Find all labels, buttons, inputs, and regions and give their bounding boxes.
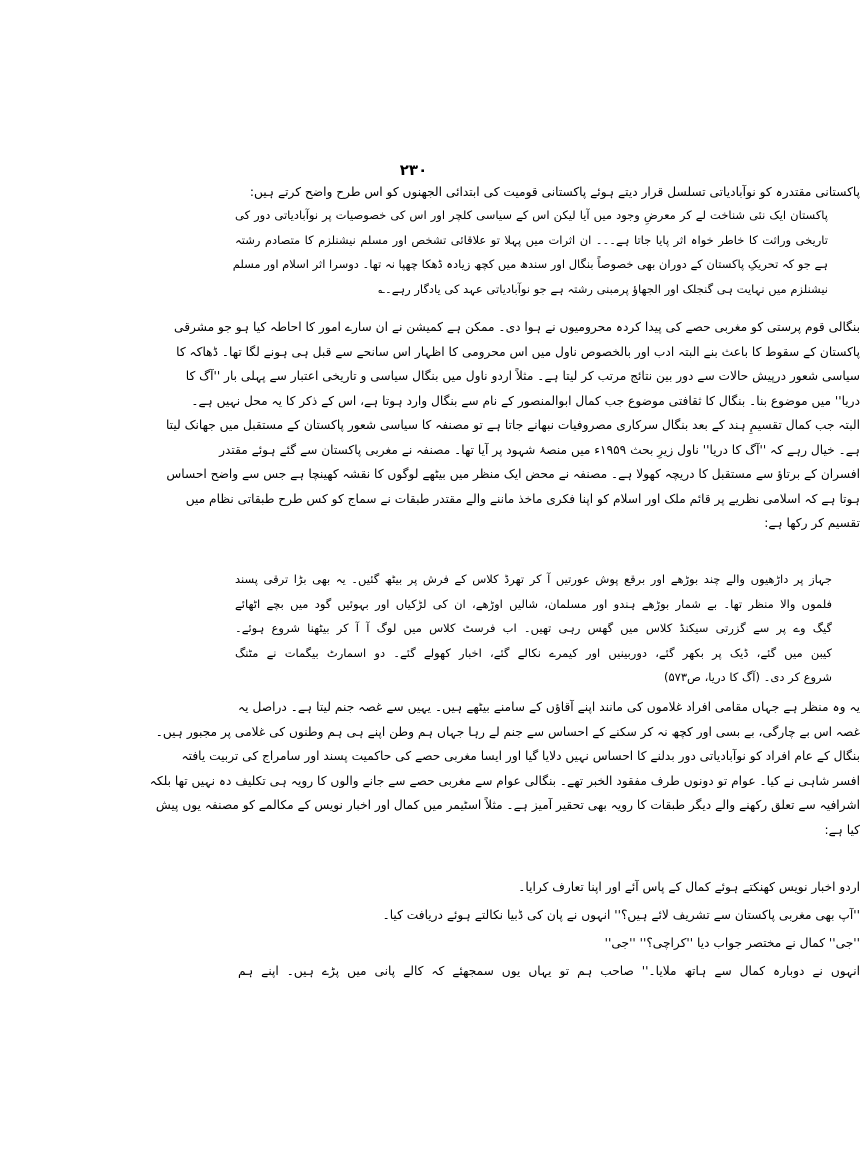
text-line: انہوں نے دوبارہ کمال سے ہاتھ ملایا۔'' صاحب ہم تو یہاں یوں سمجھئے کہ کالے پانی میں پڑے ہیں۔ اپنے ہم — [238, 964, 860, 978]
text-line: سیاسی شعور درپیش حالات سے دور بین نتائج مرتب کر لیتا ہے۔ مثلاً اردو ناول میں بنگال سیاسی و تاریخی اعتبار سے پہلی بار ''آگ کا — [185, 369, 860, 383]
text-line: پاکستان کے سقوط کا باعث بنے البتہ ادب اور بالخصوص ناول میں اس محرومی کا اظہار اس سانحے سے قبل ہی ہونے لگا تھا۔ ڈھاکہ کا — [176, 344, 860, 359]
dialogue-passage — [238, 873, 860, 985]
text-line: افسران کے برتاؤ سے مستقبل کا دریچہ کھولا ہے۔ مصنفہ نے محض ایک منظر میں بیٹھے لوگوں کا نقشہ کھینچا ہے جس سے واضح احساس — [166, 467, 860, 481]
text-line: جہاز پر داڑھیوں والے چند بوڑھے اور برقع پوش عورتیں آ کر تھرڈ کلاس کے فرش پر بیٹھ گئیں۔ یہ بھی بڑا ترقی پسند — [235, 572, 832, 586]
paragraph-one — [165, 315, 860, 536]
text-line: اشرافیہ سے تعلق رکھنے والے دیگر طبقات کا رویہ بھی تحقیر آمیز ہے۔ مثلاً اسٹیمر میں کمال اور اخبار نویس کے مکالمے کو مصنفہ یوں پیش — [155, 798, 860, 812]
text-line: نیشنلزم میں نہایت ہی گنجلک اور الجھاؤ پرمبنی رشتہ ہے جو نوآبادیاتی عہد کی یادگار رہے۔؎ — [378, 281, 828, 296]
text-line: ہوتا ہے کہ اسلامی نظریے پر قائم ملک اور اسلام کو اپنا فکری ماخذ ماننے والے مقتدر طبقات نے سماج کو کس طرح طبقاتی نظام میں — [185, 491, 860, 506]
text-line: پاکستانی مقتدرہ کو نوآبادیاتی تسلسل قرار دیتے ہوئے پاکستانی قومیت کی ابتدائی الجھنوں کو اس طرح واضح کرتے ہیں: — [249, 185, 860, 199]
text-line: کیبن میں گئے، ڈیک پر بکھر گئے، دوربینیں اور کیمرے نکالے گئے، اخبار کھولے گئے۔ دو اسمارٹ بیگمات نے مٹنگ — [235, 645, 832, 660]
text-line: پاکستان ایک نئی شناخت لے کر معرضِ وجود میں آیا لیکن اس کے سیاسی کلچر اور اس کی خصوصیات پر نوآبادیاتی دور کی — [235, 208, 828, 222]
block-quote-one — [232, 203, 828, 301]
text-line: بنگالی قوم پرستی کو مغربی حصے کی پیدا کردہ محرومیوں نے ہوا دی۔ ممکن ہے کمیشن نے ان سارے امور کا احاطہ کیا ہو جو مشرقی — [174, 320, 860, 334]
text-line: فلموں والا منظر تھا۔ بے شمار بوڑھے ہندو اور مسلمان، شالیں اوڑھے، ان کی لڑکیاں اور بہوئیں گود میں بچے اٹھائے — [235, 596, 832, 611]
text-line: البتہ جب کمال تقسیمِ ہند کے بعد بنگال سرکاری مصروفیات نبھانے جاتا ہے تو مصنفہ کا سیاسی شعور پاکستان کے مستقبل میں جھانک لیتا — [165, 418, 860, 432]
paragraph-two — [149, 695, 860, 842]
text-line: دریا'' میں موضوع بنا۔ بنگال کا ثقافتی موضوع جب کمال ابوالمنصور کے نام سے بنگال وارد ہوتا ہے، اس کے ذکر کا یہ محل نہیں ہے۔ — [191, 393, 860, 408]
text-line: شروع کر دی۔ (آگ کا دریا، ص۵۷۳) — [664, 670, 832, 684]
text-line: بنگال کے عام افراد کو نوآبادیاتی دور بدلنے کا احساس نہیں دلایا گیا اور ایسا مغربی حصے کی حاکمیت پسند اور سامراج کی تربیت یافتہ — [181, 749, 860, 763]
text-line: تاریخی وراثت کا خاطر خواہ اثر پایا جاتا ہے۔۔۔ ان اثرات میں پہلا تو علاقائی تشخص اور مسلم نیشنلزم کا متصادم رشتہ — [235, 232, 828, 247]
text-line: ہے۔ خیال رہے کہ ''آگ کا دریا'' ناول زیرِ بحث ۱۹۵۹ء میں منصۂ شہود پر آیا تھا۔ مصنفہ نے مغربی پاکستان سے گئے ہوئے مقتدر — [219, 442, 860, 457]
text-line: افسر شاہی نے کیا۔ عوام تو دونوں طرف مفقود الخبر تھے۔ بنگالی عوام سے مغربی حصے سے جانے والوں کا رویہ ہی تکلیف دہ نہیں تھا بلکہ — [149, 773, 860, 788]
text-line: غصہ اس بے چارگی، بے بسی اور کچھ نہ کر سکنے کے احساس سے جنم لے رہا جہاں ہم وطن اپنے ہی ہم وطنوں کی غلامی پر مجبور ہیں۔ — [155, 724, 860, 739]
text-line: اردو اخبار نویس کھنکتے ہوئے کمال کے پاس آئے اور اپنا تعارف کرایا۔ — [518, 880, 860, 894]
text-line: گیگ وے پر سے گزرتی سیکنڈ کلاس میں گھس رہی تھیں۔ اب فرسٹ کلاس میں لوگ آ آ کر بیٹھنا شروع ہوئے۔ — [235, 621, 832, 635]
text-line: یہ وہ منظر ہے جہاں مقامی افراد غلاموں کی مانند اپنے آقاؤں کے سامنے بیٹھے ہیں۔ یہیں سے غصہ جنم لیتا ہے۔ دراصل یہ — [238, 700, 860, 714]
text-line: کیا ہے: — [824, 822, 860, 837]
intro-paragraph — [238, 180, 860, 205]
text-line: تقسیم کر رکھا ہے: — [764, 516, 860, 530]
block-quote-two — [235, 567, 832, 690]
text-line: ''جی'' کمال نے مختصر جواب دیا ''کراچی؟'' ''جی'' — [604, 936, 860, 950]
page-number: ۲۳۰ — [399, 161, 428, 179]
text-line: ''آپ بھی مغربی پاکستان سے تشریف لائے ہیں؟'' انہوں نے پان کی ڈبیا نکالتے ہوئے دریافت کیا۔ — [382, 908, 860, 922]
text-line: ہے جو کہ تحریکِ پاکستان کے دوران بھی خصوصاً بنگال اور سندھ میں کچھ زیادہ ڈھکا چھپا نہ تھا۔ دوسرا اثر اسلام اور مسلم — [232, 257, 828, 271]
